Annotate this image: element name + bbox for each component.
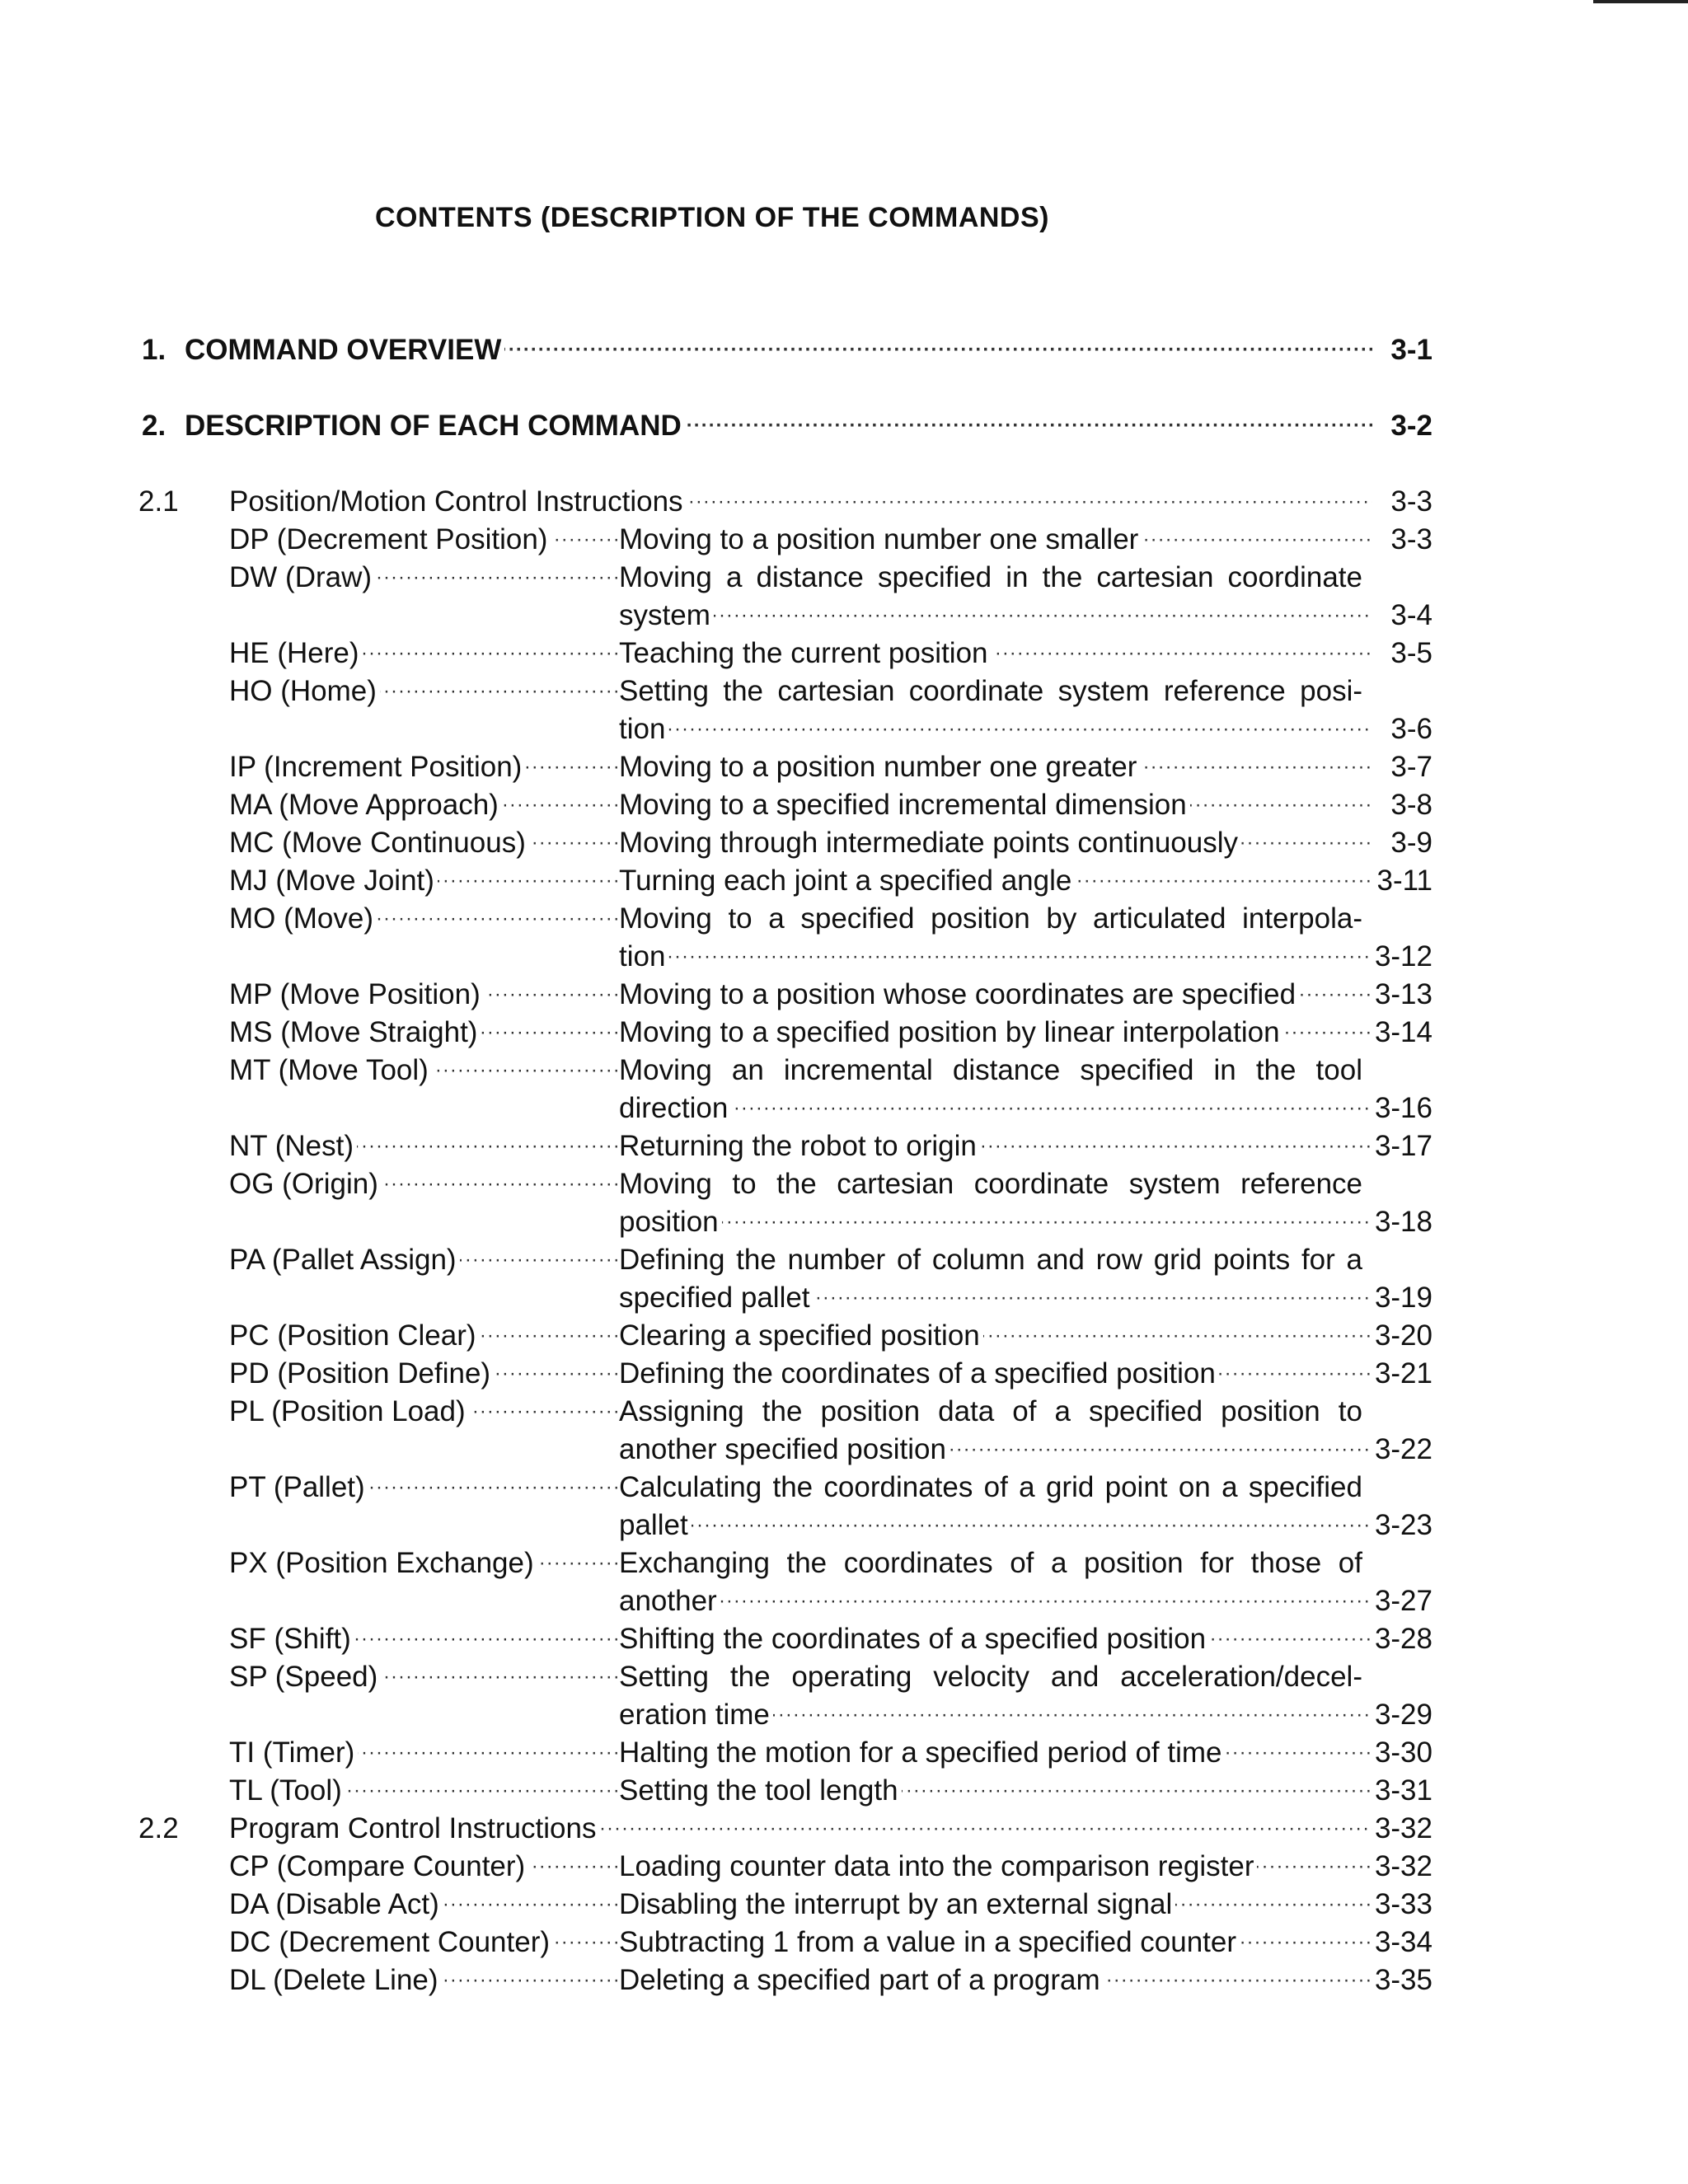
toc-command (0, 1658, 1688, 1696)
dot-leader (412, 331, 1372, 369)
dot-leader (346, 673, 619, 710)
page-number: 3-34 (1374, 1926, 1432, 1958)
command-name: SF (Shift) (229, 1620, 354, 1658)
page-number: 3-28 (1374, 1623, 1432, 1655)
toc-command (0, 1127, 1688, 1165)
dot-leader (659, 1203, 1372, 1241)
command-description: Shifting the coordinates of a specified position (619, 1620, 1209, 1658)
page-number: 3-7 (1390, 751, 1432, 783)
command-name: NT (Nest) (229, 1127, 357, 1165)
command-description: Loading counter data into the comparison register (619, 1848, 1257, 1886)
toc-command-continued (0, 1090, 1688, 1127)
dot-leader (346, 1620, 619, 1658)
toc-command (0, 976, 1688, 1014)
command-description: Moving to a position number one greater (619, 748, 1140, 786)
toc-command (0, 1734, 1688, 1772)
page-number: 3-12 (1374, 940, 1432, 972)
toc-command (0, 1317, 1688, 1355)
command-description: Setting the cartesian coordinate system reference posi- (619, 673, 1366, 710)
toc-command-continued (0, 710, 1688, 748)
command-description: Moving an incremental distance specified in the tool (619, 1052, 1366, 1090)
command-name: TL (Tool) (229, 1772, 345, 1810)
toc-command (0, 862, 1688, 900)
toc-entry (0, 407, 1688, 445)
toc-command (0, 1544, 1688, 1582)
section-title: Program Control Instructions (229, 1810, 599, 1848)
entry-title: COMMAND OVERVIEW (185, 331, 504, 369)
toc-command (0, 1924, 1688, 1961)
command-name: TI (Timer) (229, 1734, 358, 1772)
dot-leader (824, 1772, 1372, 1810)
page-number: 3-22 (1374, 1433, 1432, 1465)
dot-leader (346, 635, 619, 673)
command-description: Deleting a specified part of a program (619, 1961, 1104, 1999)
dot-leader (659, 1582, 1372, 1620)
command-description: Moving to a specified incremental dimension (619, 786, 1190, 824)
page-number: 3-23 (1374, 1509, 1432, 1541)
command-name: PT (Pallet) (229, 1469, 368, 1507)
command-name: CP (Compare Counter) (229, 1848, 528, 1886)
dot-leader (346, 900, 619, 938)
page-number: 3-18 (1374, 1206, 1432, 1238)
page-number: 3-30 (1374, 1736, 1432, 1769)
command-description: Assigning the position data of a specified position to (619, 1393, 1366, 1431)
command-description: Disabling the interrupt by an external signal (619, 1886, 1175, 1924)
command-name: MP (Move Position) (229, 976, 484, 1014)
dot-leader (659, 597, 1372, 635)
page-number: 3-33 (1374, 1888, 1432, 1920)
page-number: 3-5 (1390, 637, 1432, 669)
command-name: MT (Move Tool) (229, 1052, 432, 1090)
page-number: 3-3 (1390, 485, 1432, 518)
toc-command-continued (0, 1431, 1688, 1469)
command-description: Moving to a position whose coordinates are specified (619, 976, 1299, 1014)
command-description: Turning each joint a specified angle (619, 862, 1075, 900)
command-description-continued: specified pallet (619, 1279, 814, 1317)
toc-command-continued (0, 938, 1688, 976)
toc-command (0, 635, 1688, 673)
toc-command (0, 824, 1688, 862)
page-number: 3-1 (1390, 334, 1432, 366)
page-number: 3-9 (1390, 827, 1432, 859)
command-name: MJ (Move Joint) (229, 862, 438, 900)
dot-leader (659, 1090, 1372, 1127)
command-name: HO (Home) (229, 673, 380, 710)
command-description-continued: another specified position (619, 1431, 950, 1469)
command-name: DL (Delete Line) (229, 1961, 442, 1999)
command-description: Subtracting 1 from a value in a specified counter (619, 1924, 1240, 1961)
page-number: 3-27 (1374, 1585, 1432, 1617)
command-description: Moving a distance specified in the cartesian coordinate (619, 559, 1366, 597)
command-description-continued: tion (619, 710, 668, 748)
command-name: OG (Origin) (229, 1165, 382, 1203)
command-description: Halting the motion for a specified period of time (619, 1734, 1226, 1772)
dot-leader (346, 1772, 619, 1810)
toc-command (0, 673, 1688, 710)
toc-section (0, 483, 1688, 521)
command-name: DP (Decrement Position) (229, 521, 551, 559)
command-description: Moving to a specified position by linear interpolation (619, 1014, 1283, 1052)
command-name: PD (Position Define) (229, 1355, 494, 1393)
toc-entry (0, 331, 1688, 369)
command-name: PC (Position Clear) (229, 1317, 480, 1355)
command-name: MA (Move Approach) (229, 786, 502, 824)
page-number: 3-16 (1374, 1092, 1432, 1124)
page-number: 3-21 (1374, 1357, 1432, 1390)
toc-command (0, 900, 1688, 938)
command-name: DC (Decrement Counter) (229, 1924, 553, 1961)
entry-title: DESCRIPTION OF EACH COMMAND (185, 407, 685, 445)
dot-leader (346, 559, 619, 597)
command-description: Setting the operating velocity and acceleration/decel- (619, 1658, 1366, 1696)
toc-command (0, 1620, 1688, 1658)
toc-command-continued (0, 1203, 1688, 1241)
toc-command-continued (0, 1279, 1688, 1317)
page-number: 3-6 (1390, 713, 1432, 745)
dot-leader (346, 1165, 619, 1203)
toc-command (0, 1469, 1688, 1507)
command-description: Returning the robot to origin (619, 1127, 980, 1165)
command-name: PA (Pallet Assign) (229, 1241, 460, 1279)
command-description-continued: system (619, 597, 714, 635)
command-description: Moving to the cartesian coordinate system reference (619, 1165, 1366, 1203)
toc-command (0, 1241, 1688, 1279)
toc-command (0, 748, 1688, 786)
command-name: DA (Disable Act) (229, 1886, 443, 1924)
toc-section (0, 1810, 1688, 1848)
command-name: DW (Draw) (229, 559, 375, 597)
dot-leader (346, 1658, 619, 1696)
toc-command (0, 1772, 1688, 1810)
dot-leader (659, 938, 1372, 976)
command-name: MS (Move Straight) (229, 1014, 481, 1052)
command-name: PL (Position Load) (229, 1393, 469, 1431)
command-name: IP (Increment Position) (229, 748, 525, 786)
toc-command (0, 521, 1688, 559)
toc-command (0, 559, 1688, 597)
toc-command (0, 1165, 1688, 1203)
command-name: SP (Speed) (229, 1658, 381, 1696)
page-title: CONTENTS (DESCRIPTION OF THE COMMANDS) (375, 202, 1049, 233)
toc-command-continued (0, 1507, 1688, 1544)
toc-command-continued (0, 1696, 1688, 1734)
page-number: 3-2 (1390, 410, 1432, 442)
command-description: Moving through intermediate points continuously (619, 824, 1241, 862)
dot-leader (346, 1469, 619, 1507)
toc-command-continued (0, 597, 1688, 635)
toc-command-continued (0, 1582, 1688, 1620)
command-description: Moving to a specified position by articulated interpola- (619, 900, 1366, 938)
section-number: 2.2 (138, 1812, 179, 1844)
page-number: 3-13 (1374, 978, 1432, 1010)
dot-leader (577, 1810, 1372, 1848)
section-number: 2.1 (138, 485, 179, 518)
dot-leader (659, 1507, 1372, 1544)
page-number: 3-31 (1374, 1774, 1432, 1807)
toc-command (0, 786, 1688, 824)
command-description: Teaching the current position (619, 635, 992, 673)
command-name: MO (Move) (229, 900, 377, 938)
command-description-continued: position (619, 1203, 722, 1241)
page-number: 3-35 (1374, 1964, 1432, 1996)
toc-command (0, 1961, 1688, 1999)
page-number: 3-32 (1374, 1812, 1432, 1844)
command-description-continued: another (619, 1582, 720, 1620)
toc-command (0, 1355, 1688, 1393)
command-description-continued: tion (619, 938, 668, 976)
entry-number: 2. (142, 410, 166, 442)
entry-number: 1. (142, 334, 166, 366)
command-description-continued: eration time (619, 1696, 773, 1734)
command-description: Calculating the coordinates of a grid point on a specified (619, 1469, 1366, 1507)
section-title: Position/Motion Control Instructions (229, 483, 687, 521)
command-description-continued: pallet (619, 1507, 692, 1544)
toc-command (0, 1886, 1688, 1924)
page-number: 3-4 (1390, 599, 1432, 631)
command-description: Setting the tool length (619, 1772, 902, 1810)
toc-command (0, 1393, 1688, 1431)
corner-rule (1593, 0, 1688, 3)
command-description-continued: direction (619, 1090, 731, 1127)
dot-leader (659, 710, 1372, 748)
command-name: MC (Move Continuous) (229, 824, 529, 862)
dot-leader (346, 1734, 619, 1772)
page-number: 3-19 (1374, 1282, 1432, 1314)
page-number: 3-14 (1374, 1016, 1432, 1048)
dot-leader (346, 1127, 619, 1165)
page-number: 3-11 (1376, 865, 1432, 897)
page-number: 3-29 (1374, 1699, 1432, 1731)
command-name: HE (Here) (229, 635, 363, 673)
toc-command (0, 1014, 1688, 1052)
command-description: Exchanging the coordinates of a position for those of (619, 1544, 1366, 1582)
page-number: 3-3 (1390, 523, 1432, 555)
command-description: Clearing a specified position (619, 1317, 983, 1355)
toc-command (0, 1848, 1688, 1886)
dot-leader (577, 483, 1372, 521)
command-description: Defining the number of column and row grid points for a (619, 1241, 1366, 1279)
command-description: Defining the coordinates of a specified position (619, 1355, 1219, 1393)
page-number: 3-8 (1390, 789, 1432, 821)
command-name: PX (Position Exchange) (229, 1544, 537, 1582)
page-number: 3-20 (1374, 1319, 1432, 1352)
command-description: Moving to a position number one smaller (619, 521, 1142, 559)
toc-command (0, 1052, 1688, 1090)
page-number: 3-32 (1374, 1850, 1432, 1882)
page-number: 3-17 (1374, 1130, 1432, 1162)
